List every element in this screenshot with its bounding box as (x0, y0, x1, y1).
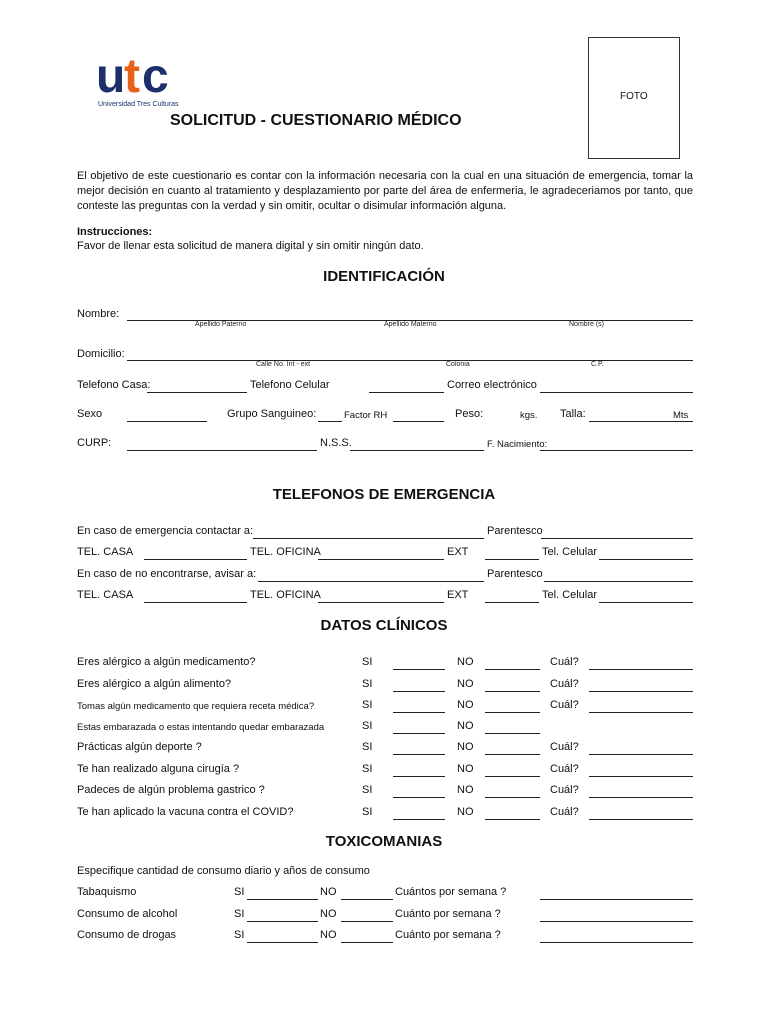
parentesco-label-1: Parentesco (487, 525, 543, 537)
nacimiento-field[interactable] (540, 450, 693, 451)
ext-label-2: EXT (447, 589, 469, 601)
toxicomanias-intro: Especifique cantidad de consumo diario y años de consumo (77, 865, 370, 877)
nacimiento-label: F. Nacimiento: (487, 439, 548, 450)
si-field[interactable] (393, 754, 445, 755)
tel-casa-label: Telefono Casa: (77, 379, 151, 391)
no-field[interactable] (341, 899, 393, 900)
avisar-field[interactable] (258, 581, 484, 582)
tel-oficina-field-2[interactable] (318, 602, 444, 603)
correo-field[interactable] (540, 392, 693, 393)
tel-casa-field[interactable] (147, 392, 247, 393)
cual-label: Cuál? (550, 656, 579, 668)
no-field[interactable] (485, 712, 540, 713)
nss-label: N.S.S. (320, 437, 352, 449)
identificacion-heading: IDENTIFICACIÓN (323, 268, 445, 285)
grupo-field[interactable] (318, 421, 342, 422)
cual-field[interactable] (589, 712, 693, 713)
cual-field[interactable] (589, 776, 693, 777)
si-label: SI (362, 656, 373, 668)
nombre-label: Nombre: (77, 308, 120, 320)
tel-celular-label-2: Tel. Celular (542, 589, 598, 601)
ext-field-2[interactable] (485, 602, 539, 603)
ext-label-1: EXT (447, 546, 469, 558)
si-field[interactable] (247, 942, 318, 943)
contactar-field[interactable] (253, 538, 484, 539)
no-label: NO (457, 699, 474, 711)
no-label: NO (457, 720, 474, 732)
question-label: Estas embarazada o estas intentando quedar embarazada (77, 722, 325, 733)
si-field[interactable] (247, 921, 318, 922)
apellido-materno-hint: Apellido Materno (384, 321, 437, 328)
question-label: Te han aplicado la vacuna contra el COVID? (77, 806, 294, 818)
no-field[interactable] (485, 691, 540, 692)
si-field[interactable] (393, 691, 445, 692)
cp-hint: C.P. (591, 361, 604, 368)
sexo-label: Sexo (77, 408, 103, 420)
si-label: SI (362, 806, 373, 818)
svg-text:Universidad Tres Culturas: Universidad Tres Culturas (98, 101, 179, 108)
peso-label: Peso: (455, 408, 484, 420)
page-title: SOLICITUD - CUESTIONARIO MÉDICO (170, 112, 462, 129)
tel-celular-field-2[interactable] (599, 602, 693, 603)
instructions-text: Favor de llenar esta solicitud de manera digital y sin omitir ningún dato. (77, 240, 424, 252)
kgs-label: kgs. (520, 410, 538, 421)
no-label: NO (320, 908, 337, 920)
toxico-label: Tabaquismo (77, 886, 137, 898)
cual-field[interactable] (589, 797, 693, 798)
no-label: NO (457, 678, 474, 690)
talla-label: Talla: (560, 408, 586, 420)
utc-logo-graphic (96, 40, 196, 112)
si-field[interactable] (393, 797, 445, 798)
no-label: NO (457, 784, 474, 796)
si-field[interactable] (393, 712, 445, 713)
cual-field[interactable] (589, 691, 693, 692)
toxico-label: Consumo de alcohol (77, 908, 178, 920)
colonia-hint: Colonia (446, 361, 470, 368)
emergencia-heading: TELEFONOS DE EMERGENCIA (272, 486, 496, 503)
no-label: NO (457, 763, 474, 775)
svg-text:c: c (142, 50, 167, 103)
tel-celular-label: Telefono Celular (250, 379, 330, 391)
si-label: SI (234, 929, 245, 941)
si-label: SI (362, 763, 373, 775)
cual-field[interactable] (589, 669, 693, 670)
instructions-label: Instrucciones: (77, 226, 153, 238)
tel-oficina-field-1[interactable] (318, 559, 444, 560)
domicilio-label: Domicilio: (77, 348, 125, 360)
curp-field[interactable] (127, 450, 317, 451)
cual-label: Cuál? (550, 678, 579, 690)
no-label: NO (457, 741, 474, 753)
clinicos-heading: DATOS CLÍNICOS (320, 617, 448, 634)
cual-label: Cuál? (550, 699, 579, 711)
no-field[interactable] (341, 921, 393, 922)
si-field[interactable] (393, 776, 445, 777)
si-label: SI (362, 741, 373, 753)
apellido-paterno-hint: Apellido Paterno (195, 321, 247, 328)
cantidad-field[interactable] (540, 942, 693, 943)
cual-label: Cuál? (550, 741, 579, 753)
cual-field[interactable] (589, 754, 693, 755)
cantidad-question: Cuántos por semana ? (395, 886, 507, 898)
no-field[interactable] (485, 669, 540, 670)
si-label: SI (362, 784, 373, 796)
sexo-field[interactable] (127, 421, 207, 422)
cual-label: Cuál? (550, 784, 579, 796)
avisar-label: En caso de no encontrarse, avisar a: (77, 568, 257, 580)
si-label: SI (362, 678, 373, 690)
contactar-label: En caso de emergencia contactar a: (77, 525, 254, 537)
toxico-label: Consumo de drogas (77, 929, 177, 941)
cual-label: Cuál? (550, 806, 579, 818)
no-field[interactable] (485, 754, 540, 755)
tel-casa-field-1[interactable] (144, 559, 247, 560)
nombres-hint: Nombre (s) (569, 321, 605, 328)
no-label: NO (320, 886, 337, 898)
no-field[interactable] (485, 776, 540, 777)
no-field[interactable] (485, 819, 540, 820)
tel-casa-field-2[interactable] (144, 602, 247, 603)
talla-field[interactable] (589, 421, 693, 422)
domicilio-field[interactable] (127, 360, 693, 361)
cantidad-field[interactable] (540, 921, 693, 922)
si-label: SI (234, 886, 245, 898)
ext-field-1[interactable] (485, 559, 539, 560)
no-field[interactable] (485, 733, 540, 734)
tel-casa-label-2: TEL. CASA (77, 589, 134, 601)
no-field[interactable] (341, 942, 393, 943)
cual-label: Cuál? (550, 763, 579, 775)
cantidad-question: Cuánto por semana ? (395, 929, 501, 941)
mts-label: Mts (673, 410, 689, 421)
tel-celular-field[interactable] (369, 392, 444, 393)
grupo-label: Grupo Sanguineo: (227, 408, 317, 420)
cantidad-field[interactable] (540, 899, 693, 900)
si-label: SI (234, 908, 245, 920)
no-label: NO (457, 656, 474, 668)
factor-label: Factor RH (344, 410, 388, 421)
tel-oficina-label-1: TEL. OFICINA (250, 546, 321, 558)
cantidad-question: Cuánto por semana ? (395, 908, 501, 920)
no-field[interactable] (485, 797, 540, 798)
question-label: Eres alérgico a algún alimento? (77, 678, 232, 690)
tel-oficina-label-2: TEL. OFICINA (250, 589, 321, 601)
curp-label: CURP: (77, 437, 112, 449)
no-label: NO (320, 929, 337, 941)
tel-casa-label-1: TEL. CASA (77, 546, 134, 558)
parentesco-field-1[interactable] (541, 538, 693, 539)
si-field[interactable] (393, 669, 445, 670)
no-label: NO (457, 806, 474, 818)
calle-hint: Calle No. Int - ext (256, 361, 311, 368)
question-label: Eres alérgico a algún medicamento? (77, 656, 256, 668)
toxicomanias-heading: TOXICOMANIAS (325, 833, 443, 850)
svg-text:t: t (124, 50, 138, 103)
si-field[interactable] (247, 899, 318, 900)
si-label: SI (362, 699, 373, 711)
tel-celular-label-1: Tel. Celular (542, 546, 598, 558)
question-label: Tomas algún medicamento que requiera receta médica? (77, 701, 315, 712)
parentesco-label-2: Parentesco (487, 568, 543, 580)
si-label: SI (362, 720, 373, 732)
photo-label: FOTO (620, 91, 648, 102)
intro-paragraph: El objetivo de este cuestionario es contar con la información necesaria con la cual en una situación de emergencia, tomar la mejor decisión en cuanto al tratamiento y desplazamiento por parte del área de enfermeria, le agradeceriamos por tanto, que conteste las preguntas con la verdad y sin omitir, ocultar o disimular información alguna. (77, 170, 693, 212)
nss-field[interactable] (350, 450, 484, 451)
cual-field[interactable] (589, 819, 693, 820)
svg-text:u: u (96, 50, 124, 103)
logo (96, 40, 196, 112)
factor-field[interactable] (393, 421, 444, 422)
question-label: Te han realizado alguna cirugía ? (77, 763, 240, 775)
parentesco-field-2[interactable] (544, 581, 693, 582)
si-field[interactable] (393, 733, 445, 734)
question-label: Prácticas algún deporte ? (77, 741, 202, 753)
tel-celular-field-1[interactable] (599, 559, 693, 560)
correo-label: Correo electrónico (447, 379, 537, 391)
si-field[interactable] (393, 819, 445, 820)
question-label: Padeces de algún problema gastrico ? (77, 784, 265, 796)
